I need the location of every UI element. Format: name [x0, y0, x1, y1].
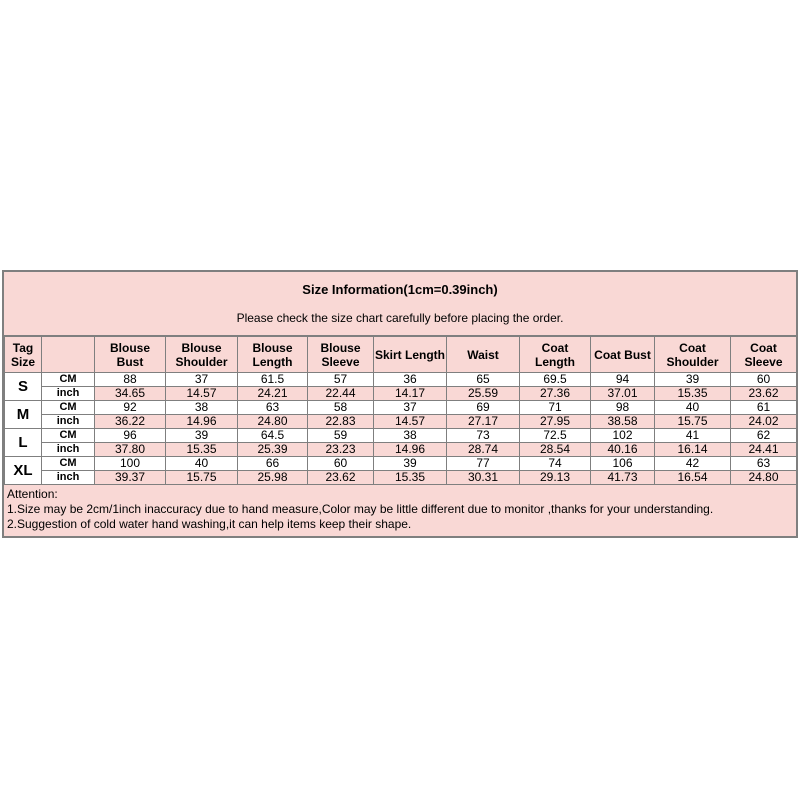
- value-cell: 15.35: [374, 471, 447, 485]
- value-cell: 36.22: [95, 415, 166, 429]
- attention-note-1: 1.Size may be 2cm/1inch inaccuracy due to hand measure,Color may be little different due to monitor ,thanks for your understanding.: [7, 502, 714, 516]
- value-cell: 40: [655, 401, 731, 415]
- value-cell: 92: [95, 401, 166, 415]
- value-cell: 30.31: [447, 471, 520, 485]
- title-section: [4, 272, 796, 336]
- column-header-coat-sleeve: Coat Sleeve: [731, 337, 797, 373]
- column-header-skirt-length: Skirt Length: [374, 337, 447, 373]
- unit-cell-cm: CM: [42, 373, 95, 387]
- attention-heading: Attention:: [7, 487, 58, 501]
- unit-cell-cm: CM: [42, 401, 95, 415]
- value-cell: 60: [308, 457, 374, 471]
- value-cell: 15.75: [166, 471, 238, 485]
- value-cell: 88: [95, 373, 166, 387]
- value-cell: 40: [166, 457, 238, 471]
- value-cell: 66: [238, 457, 308, 471]
- size-tag-cell: S: [5, 373, 42, 401]
- value-cell: 27.95: [520, 415, 591, 429]
- value-cell: 106: [591, 457, 655, 471]
- size-table: [4, 336, 797, 485]
- value-cell: 24.41: [731, 443, 797, 457]
- unit-cell-inch: inch: [42, 471, 95, 485]
- value-cell: 23.62: [308, 471, 374, 485]
- attention-note-2: 2.Suggestion of cold water hand washing,it can help items keep their shape.: [7, 517, 412, 531]
- value-cell: 14.96: [166, 415, 238, 429]
- page-title: Size Information(1cm=0.39inch): [302, 282, 498, 297]
- value-cell: 14.17: [374, 387, 447, 401]
- value-cell: 98: [591, 401, 655, 415]
- value-cell: 57: [308, 373, 374, 387]
- value-cell: 39: [655, 373, 731, 387]
- size-tag-cell: M: [5, 401, 42, 429]
- value-cell: 38.58: [591, 415, 655, 429]
- table-row-m-inch: [5, 415, 797, 429]
- value-cell: 29.13: [520, 471, 591, 485]
- attention-section: [4, 485, 796, 536]
- size-table-body: [5, 373, 797, 485]
- value-cell: 25.39: [238, 443, 308, 457]
- column-header-tag-size: Tag Size: [5, 337, 42, 373]
- table-row-s-cm: [5, 373, 797, 387]
- value-cell: 24.80: [238, 415, 308, 429]
- value-cell: 71: [520, 401, 591, 415]
- value-cell: 28.74: [447, 443, 520, 457]
- unit-cell-inch: inch: [42, 415, 95, 429]
- value-cell: 62: [731, 429, 797, 443]
- value-cell: 27.36: [520, 387, 591, 401]
- value-cell: 65: [447, 373, 520, 387]
- value-cell: 100: [95, 457, 166, 471]
- value-cell: 14.57: [374, 415, 447, 429]
- column-header-coat-shoulder: Coat Shoulder: [655, 337, 731, 373]
- value-cell: 38: [166, 401, 238, 415]
- column-header-blouse-sleeve: Blouse Sleeve: [308, 337, 374, 373]
- value-cell: 61.5: [238, 373, 308, 387]
- column-header-coat-bust: Coat Bust: [591, 337, 655, 373]
- table-row-xl-inch: [5, 471, 797, 485]
- value-cell: 39: [166, 429, 238, 443]
- table-row-s-inch: [5, 387, 797, 401]
- value-cell: 14.96: [374, 443, 447, 457]
- value-cell: 64.5: [238, 429, 308, 443]
- value-cell: 37.80: [95, 443, 166, 457]
- column-header-blouse-shoulder: Blouse Shoulder: [166, 337, 238, 373]
- value-cell: 77: [447, 457, 520, 471]
- unit-cell-inch: inch: [42, 443, 95, 457]
- value-cell: 61: [731, 401, 797, 415]
- value-cell: 102: [591, 429, 655, 443]
- value-cell: 94: [591, 373, 655, 387]
- value-cell: 39: [374, 457, 447, 471]
- value-cell: 16.14: [655, 443, 731, 457]
- subtitle: Please check the size chart carefully before placing the order.: [236, 311, 564, 325]
- value-cell: 25.59: [447, 387, 520, 401]
- unit-cell-cm: CM: [42, 457, 95, 471]
- value-cell: 24.80: [731, 471, 797, 485]
- value-cell: 69.5: [520, 373, 591, 387]
- value-cell: 22.44: [308, 387, 374, 401]
- value-cell: 15.75: [655, 415, 731, 429]
- size-tag-cell: XL: [5, 457, 42, 485]
- value-cell: 15.35: [166, 443, 238, 457]
- value-cell: 69: [447, 401, 520, 415]
- value-cell: 27.17: [447, 415, 520, 429]
- table-row-l-cm: [5, 429, 797, 443]
- value-cell: 37: [374, 401, 447, 415]
- value-cell: 59: [308, 429, 374, 443]
- unit-cell-cm: CM: [42, 429, 95, 443]
- value-cell: 42: [655, 457, 731, 471]
- value-cell: 36: [374, 373, 447, 387]
- unit-cell-inch: inch: [42, 387, 95, 401]
- value-cell: 23.62: [731, 387, 797, 401]
- value-cell: 41: [655, 429, 731, 443]
- column-header-unit: [42, 337, 95, 373]
- value-cell: 96: [95, 429, 166, 443]
- value-cell: 58: [308, 401, 374, 415]
- value-cell: 22.83: [308, 415, 374, 429]
- value-cell: 38: [374, 429, 447, 443]
- value-cell: 63: [238, 401, 308, 415]
- value-cell: 63: [731, 457, 797, 471]
- table-row-l-inch: [5, 443, 797, 457]
- value-cell: 73: [447, 429, 520, 443]
- size-tag-cell: L: [5, 429, 42, 457]
- table-row-m-cm: [5, 401, 797, 415]
- value-cell: 72.5: [520, 429, 591, 443]
- value-cell: 74: [520, 457, 591, 471]
- value-cell: 24.02: [731, 415, 797, 429]
- value-cell: 15.35: [655, 387, 731, 401]
- value-cell: 23.23: [308, 443, 374, 457]
- header-row: [5, 337, 797, 373]
- value-cell: 25.98: [238, 471, 308, 485]
- value-cell: 60: [731, 373, 797, 387]
- value-cell: 37: [166, 373, 238, 387]
- column-header-coat-length: Coat Length: [520, 337, 591, 373]
- value-cell: 34.65: [95, 387, 166, 401]
- column-header-waist: Waist: [447, 337, 520, 373]
- value-cell: 16.54: [655, 471, 731, 485]
- value-cell: 24.21: [238, 387, 308, 401]
- size-chart: [2, 270, 798, 538]
- table-row-xl-cm: [5, 457, 797, 471]
- value-cell: 28.54: [520, 443, 591, 457]
- value-cell: 37.01: [591, 387, 655, 401]
- value-cell: 40.16: [591, 443, 655, 457]
- column-header-blouse-length: Blouse Length: [238, 337, 308, 373]
- value-cell: 14.57: [166, 387, 238, 401]
- value-cell: 41.73: [591, 471, 655, 485]
- column-header-blouse-bust: Blouse Bust: [95, 337, 166, 373]
- value-cell: 39.37: [95, 471, 166, 485]
